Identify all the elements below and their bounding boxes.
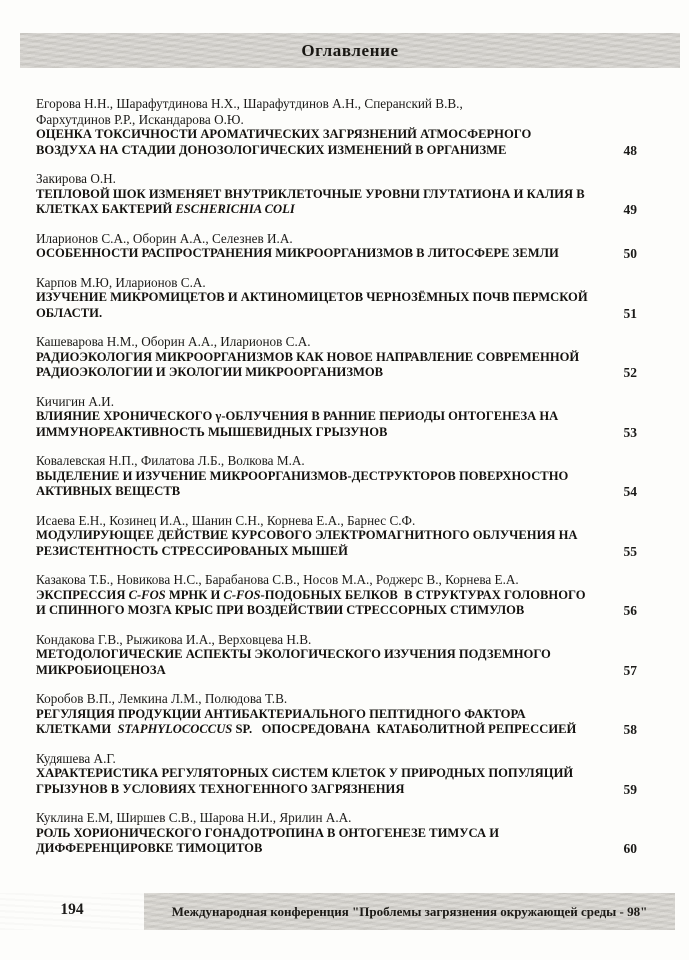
entry-page-number: 48 [623,142,637,158]
toc-entry [36,572,637,619]
toc-entry [36,96,637,158]
entry-text [36,453,597,500]
entry-page-number: 49 [623,202,637,217]
entry-title: ТЕПЛОВОЙ ШОК ИЗМЕНЯЕТ ВНУТРИКЛЕТОЧНЫЕ УРОВНИ ГЛУТАТИОНА И КАЛИЯ В КЛЕТКАХ БАКТЕРИЙ ESCHERICHIA COLI [36,186,585,216]
entry-page-number: 55 [623,543,637,559]
entry-text [36,96,597,158]
entry-text [36,691,597,738]
entry-text [36,275,597,322]
entry-authors: Иларионов С.А., Оборин А.А., Селезнев И.А. [36,230,293,246]
entry-page-number: 52 [623,365,637,380]
entry-title: ОСОБЕННОСТИ РАСПРОСТРАНЕНИЯ МИКРООРГАНИЗМОВ В ЛИТОСФЕРЕ ЗЕМЛИ [36,246,559,260]
entry-page-number: 53 [623,424,637,440]
entry-title: ВЛИЯНИЕ ХРОНИЧЕСКОГО γ-ОБЛУЧЕНИЯ В РАННИЕ ПЕРИОДЫ ОНТОГЕНЕЗА НА ИММУНОРЕАКТИВНОСТЬ МЫШЕВИДНЫХ ГРЫЗУНОВ [36,409,559,439]
page-title: Оглавление [301,40,399,60]
entry-authors: Карпов М.Ю, Иларионов С.А. [36,274,206,290]
toc-entry [36,453,637,500]
entry-title: РЕГУЛЯЦИЯ ПРОДУКЦИИ АНТИБАКТЕРИАЛЬНОГО ПЕПТИДНОГО ФАКТОРА КЛЕТКАМИ STAPHYLOCOCCUS SP. ОПОСРЕДОВАНА КАТАБОЛИТНОЙ РЕПРЕССИЕЙ [36,706,577,736]
entry-authors: Исаева Е.Н., Козинец И.А., Шанин С.Н., Корнева Е.А., Барнес С.Ф. [36,512,416,528]
entry-title: РОЛЬ ХОРИОНИЧЕСКОГО ГОНАДОТРОПИНА В ОНТОГЕНЕЗЕ ТИМУСА И ДИФФЕРЕНЦИРОВКЕ ТИМОЦИТОВ [36,825,500,855]
toc-entries [36,96,637,870]
entry-authors: Казакова Т.Б., Новикова Н.С., Барабанова С.В., Носов М.А., Роджерс В., Корнева Е.А. [36,572,519,587]
entry-authors: Кудяшева А.Г. [36,750,116,766]
entry-page-number: 60 [623,841,637,856]
entry-authors: Кашеварова Н.М., Оборин А.А., Иларионов С.А. [36,334,311,349]
entry-authors: Куклина Е.М, Ширшев С.В., Шарова Н.И., Ярилин А.А. [36,810,352,825]
entry-title: ХАРАКТЕРИСТИКА РЕГУЛЯТОРНЫХ СИСТЕМ КЛЕТОК У ПРИРОДНЫХ ПОПУЛЯЦИЙ ГРЫЗУНОВ В УСЛОВИЯХ ТЕХНОГЕННОГО ЗАГРЯЗНЕНИЯ [36,766,574,796]
entry-page-number: 51 [623,305,637,321]
entry-text [36,751,597,798]
toc-entry [36,231,637,262]
entry-page-number: 58 [623,722,637,737]
toc-entry [36,632,637,679]
toc-entry [36,810,637,857]
entry-text [36,334,597,381]
entry-page-number: 59 [623,781,637,797]
footer-conference-title: Международная конференция "Проблемы загрязнения окружающей среды - 98" [171,903,648,919]
toc-entry [36,171,637,218]
entry-page-number: 57 [623,662,637,678]
toc-entry [36,751,637,798]
footer-band [144,893,675,930]
entry-authors: Коробов В.П., Лемкина Л.М., Полюдова Т.В. [36,691,288,706]
entry-page-number: 54 [623,484,637,499]
page-header-band [20,33,680,68]
toc-entry [36,394,637,441]
page-number: 194 [0,893,144,930]
entry-authors: Кондакова Г.В., Рыжикова И.А., Верховцева Н.В. [36,631,312,647]
toc-entry [36,691,637,738]
entry-authors: Кичигин А.И. [36,393,115,409]
entry-text [36,632,597,679]
entry-title: РАДИОЭКОЛОГИЯ МИКРООРГАНИЗМОВ КАК НОВОЕ НАПРАВЛЕНИЕ СОВРЕМЕННОЙ РАДИОЭКОЛОГИИ И ЭКОЛОГИИ МИКРООРГАНИЗМОВ [36,349,580,379]
page-footer [0,893,689,930]
entry-text [36,513,597,560]
entry-title: МОДУЛИРУЮЩЕЕ ДЕЙСТВИЕ КУРСОВОГО ЭЛЕКТРОМАГНИТНОГО ОБЛУЧЕНИЯ НА РЕЗИСТЕНТНОСТЬ СТРЕССИРОВАНЫХ МЫШЕЙ [36,528,578,558]
entry-text [36,572,597,619]
entry-page-number: 50 [623,246,637,261]
entry-text [36,171,597,218]
entry-text [36,810,597,857]
entry-title: ИЗУЧЕНИЕ МИКРОМИЦЕТОВ И АКТИНОМИЦЕТОВ ЧЕРНОЗЁМНЫХ ПОЧВ ПЕРМСКОЙ ОБЛАСТИ. [36,290,588,320]
toc-entry [36,513,637,560]
entry-page-number: 56 [623,603,637,618]
entry-text [36,394,597,441]
entry-text [36,231,597,262]
toc-entry [36,275,637,322]
entry-title: МЕТОДОЛОГИЧЕСКИЕ АСПЕКТЫ ЭКОЛОГИЧЕСКОГО ИЗУЧЕНИЯ ПОДЗЕМНОГО МИКРОБИОЦЕНОЗА [36,647,551,677]
entry-title: ОЦЕНКА ТОКСИЧНОСТИ АРОМАТИЧЕСКИХ ЗАГРЯЗНЕНИЙ АТМОСФЕРНОГО ВОЗДУХА НА СТАДИИ ДОНОЗОЛОГИЧЕСКИХ ИЗМЕНЕНИЙ В ОРГАНИЗМЕ [36,127,532,157]
entry-title: ЭКСПРЕССИЯ C-FOS МРНК И C-FOS-ПОДОБНЫХ БЕЛКОВ В СТРУКТУРАХ ГОЛОВНОГО И СПИННОГО МОЗГА КРЫС ПРИ ВОЗДЕЙСТВИИ СТРЕССОРНЫХ СТИМУЛОВ [36,587,586,617]
entry-authors: Ковалевская Н.П., Филатова Л.Б., Волкова М.А. [36,453,305,468]
entry-authors: Закирова О.Н. [36,171,116,186]
toc-entry [36,334,637,381]
entry-authors: Егорова Н.Н., Шарафутдинова Н.Х., Шарафутдинов А.Н., Сперанский В.В., Фархутдинов Р.Р., Искандарова О.Ю. [36,96,463,127]
entry-title: ВЫДЕЛЕНИЕ И ИЗУЧЕНИЕ МИКРООРГАНИЗМОВ-ДЕСТРУКТОРОВ ПОВЕРХНОСТНО АКТИВНЫХ ВЕЩЕСТВ [36,468,569,498]
